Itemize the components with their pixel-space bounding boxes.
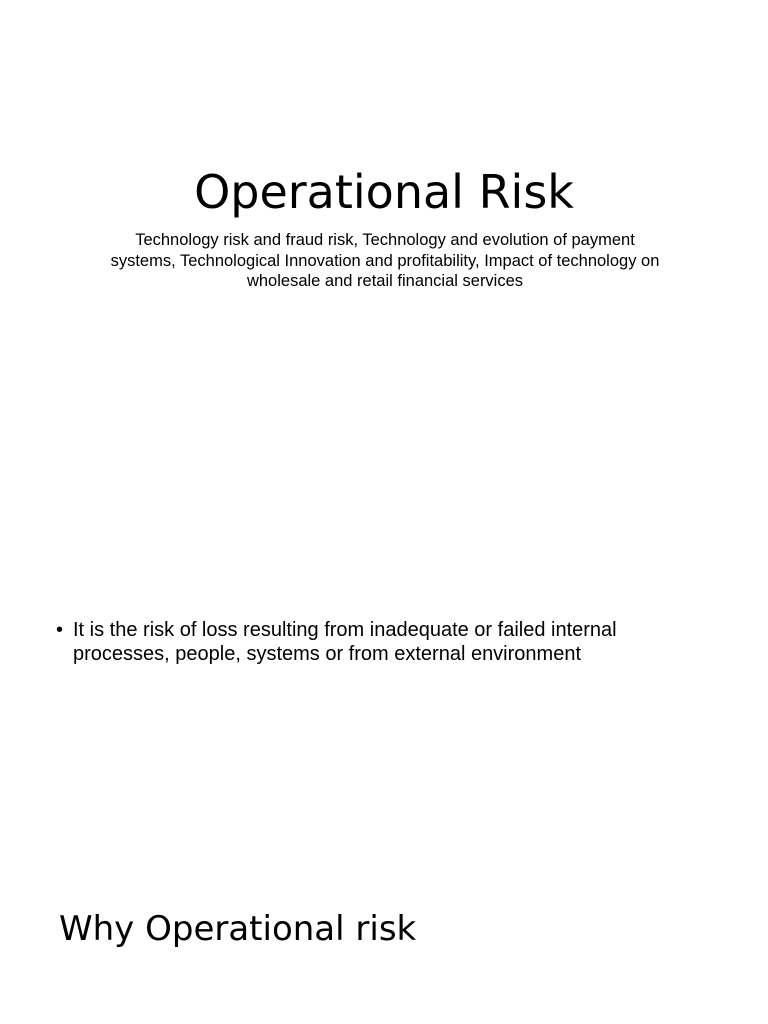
bullet-icon: • [56,619,64,641]
bullet-list [56,618,716,666]
slide-title: Operational Risk [194,165,574,219]
bullet-text: It is the risk of loss resulting from inadequate or failed internal processes, people, systems or from external environment [73,619,617,665]
section-heading: Why Operational risk [59,909,417,949]
slide-subtitle: Technology risk and fraud risk, Technology and evolution of payment systems, Technological Innovation and profitability, Impact of technology on wholesale and retail financial services [110,231,660,290]
list-item [56,618,716,666]
